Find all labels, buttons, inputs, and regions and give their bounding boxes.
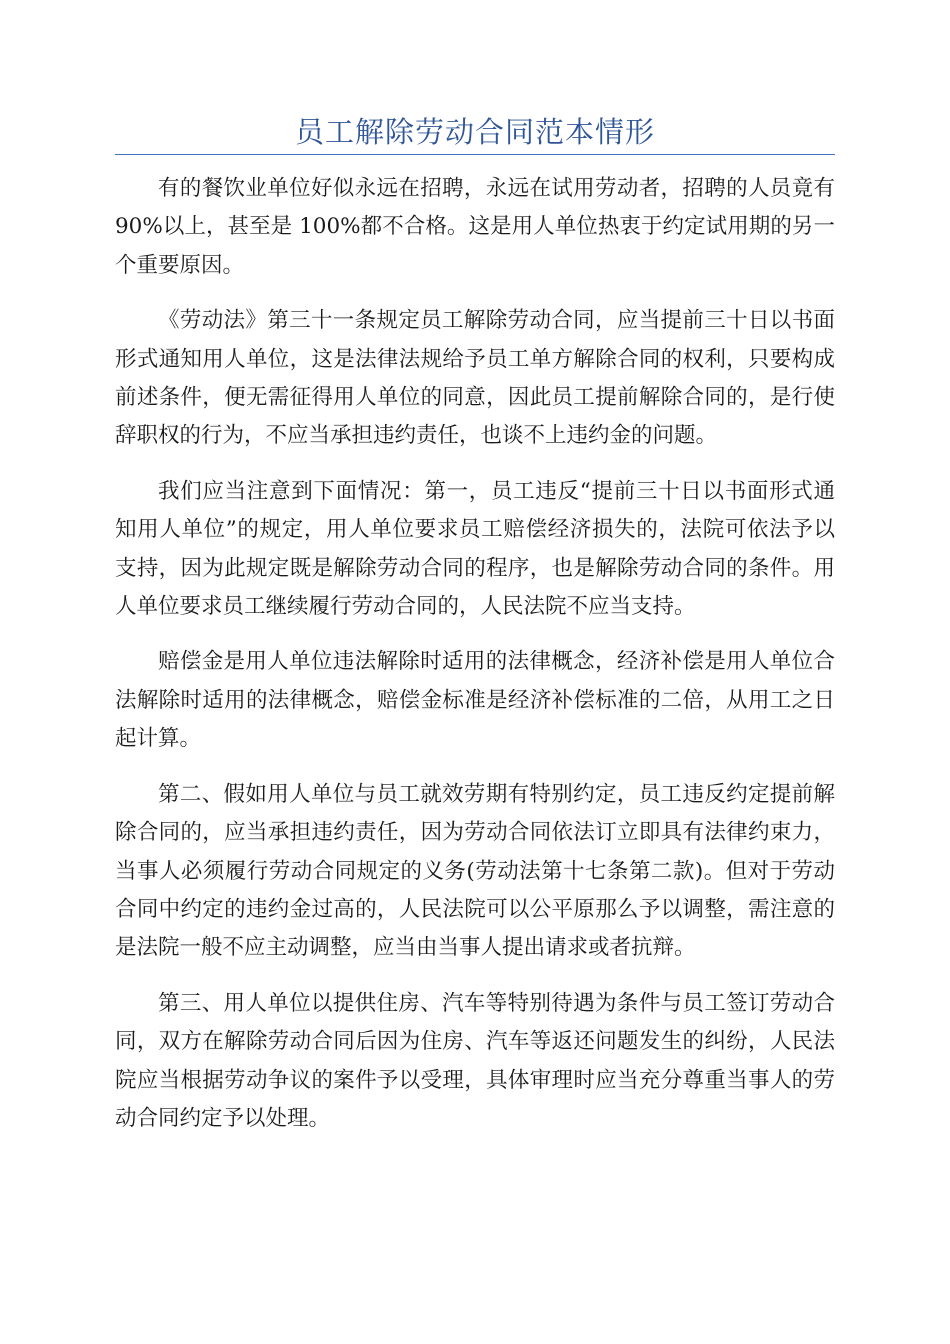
paragraph: 赔偿金是用人单位违法解除时适用的法律概念，经济补偿是用人单位合法解除时适用的法律概念，赔偿金标准是经济补偿标准的二倍，从用工之日起计算。 [115, 649, 835, 752]
paragraph: 第二、假如用人单位与员工就效劳期有特别约定，员工违反约定提前解除合同的，应当承担违约责任，因为劳动合同依法订立即具有法律约束力，当事人必须履行劳动合同规定的义务(劳动法第十七条第二款)。但对于劳动合同中约定的违约金过高的，人民法院可以公平原那么予以调整，需注意的是法院一般不应主动调整，应当由当事人提出请求或者抗辩。 [115, 781, 835, 961]
paragraph: 《劳动法》第三十一条规定员工解除劳动合同，应当提前三十日以书面形式通知用人单位，这是法律法规给予员工单方解除合同的权利，只要构成前述条件，便无需征得用人单位的同意，因此员工提前解除合同的，是行使辞职权的行为，不应当承担违约责任，也谈不上违约金的问题。 [115, 308, 835, 449]
document-title: 员工解除劳动合同范本情形 [294, 115, 655, 149]
paragraph: 我们应当注意到下面情况：第一，员工违反“提前三十日以书面形式通知用人单位”的规定，用人单位要求员工赔偿经济损失的，法院可依法予以支持，因为此规定既是解除劳动合同的程序，也是解除劳动合同的条件。用人单位要求员工继续履行劳动合同的，人民法院不应当支持。 [115, 478, 835, 620]
title-underline [115, 154, 835, 155]
document-body [115, 170, 835, 1155]
paragraph: 第三、用人单位以提供住房、汽车等特别待遇为条件与员工签订劳动合同，双方在解除劳动合同后因为住房、汽车等返还问题发生的纠纷，人民法院应当根据劳动争议的案件予以受理，具体审理时应当充分尊重当事人的劳动合同约定予以处理。 [115, 990, 835, 1131]
paragraph: 有的餐饮业单位好似永远在招聘，永远在试用劳动者，招聘的人员竟有 90%以上，甚至是 100%都不合格。这是用人单位热衷于约定试用期的另一个重要原因。 [115, 176, 835, 278]
